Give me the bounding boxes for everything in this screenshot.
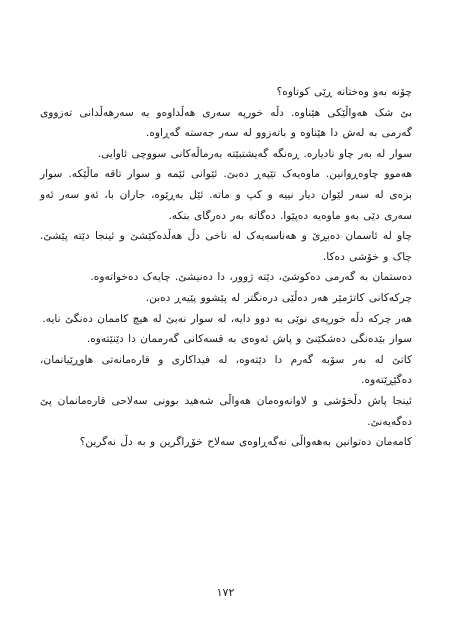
paragraph-2: بێ شک هەواڵێکی هێناوە. دڵە خورپە سەری هەڵداوەو بە سەرهەڵدانی تەزووی گەرمی بە لەش دا هێناوە و باتەزوو لە سەر جەستە گەڕاوە.: [40, 106, 412, 140]
paragraph-1: چۆنە بەو وەختانە ڕێی کوتاوە؟: [276, 86, 412, 98]
page-number: ١٧٢: [216, 586, 235, 599]
paragraph-3: سوار لە بەر چاو نادیارە. ڕەنگە گەیشتبێتە بەرماڵەکانی سووچی ئاوایی.: [97, 147, 412, 160]
paragraph-7: چرکەکانی کاتژمێر هەر دەڵێی درەنگتر لە پێشوو پێیەڕ دەبن.: [145, 291, 412, 304]
paragraph-11: ئینجا پاش دڵخۆشی و لاوانەوەمان هەواڵی شەهید بوونی سەلاحی قارەمانمان پێ دەگەیەنێ.: [40, 394, 412, 428]
paragraph-5: چاو لە ئاسمان دەبڕێ و هەناسەیەک لە ناخی دڵ هەڵدەکێشێ و ئینجا دێتە پێشێ. چاک و خۆشی دەکا.: [40, 230, 412, 263]
paragraph-4: هەموو چاوەڕوانین. ماوەیەک تێپەڕ دەبێ. ئێوانی ئێمە و سوار تاقە ماڵێکە. سوار بزەی لە سەر لێوان دیار نییە و کپ و ماتە. ئێل بەڕێوە، جاران با، ئەو سەر ئەو سەری دێی بەو ماوەیە دەپێوا. دەگاتە بەر دەرگای بنکە.: [40, 168, 412, 222]
paragraph-8: هەر چرکە دڵە خورپەی نوێی بە دوو دایە، لە سوار نەبێ لە هیچ کاممان دەنگێ نایە.: [42, 312, 412, 325]
document-body: [40, 82, 412, 453]
paragraph-10: کاتێ لە بەر سۆبە گەرم دا دێتەوە، لە فیداکاری و قارەمانەتی هاوڕێیانمان، دەگێڕێتەوە.: [40, 353, 412, 387]
paragraph-6: دەستمان بە گەرمی دەکوشێ، دێتە ژوور، دا دەنیشێ. چایەک دەخواتەوە.: [90, 271, 412, 284]
paragraph-12: کامەمان دەتوانین بەهەواڵی نەگەڕاوەی سەلاح خۆڕاگرین و بە دڵ نەگرین؟: [79, 436, 412, 449]
paragraph-9: سوار بێدەنگی دەشکێنێ و پاش ئەوەی بە قسەکانی گەرممان دا دێنێتەوە.: [86, 333, 412, 346]
